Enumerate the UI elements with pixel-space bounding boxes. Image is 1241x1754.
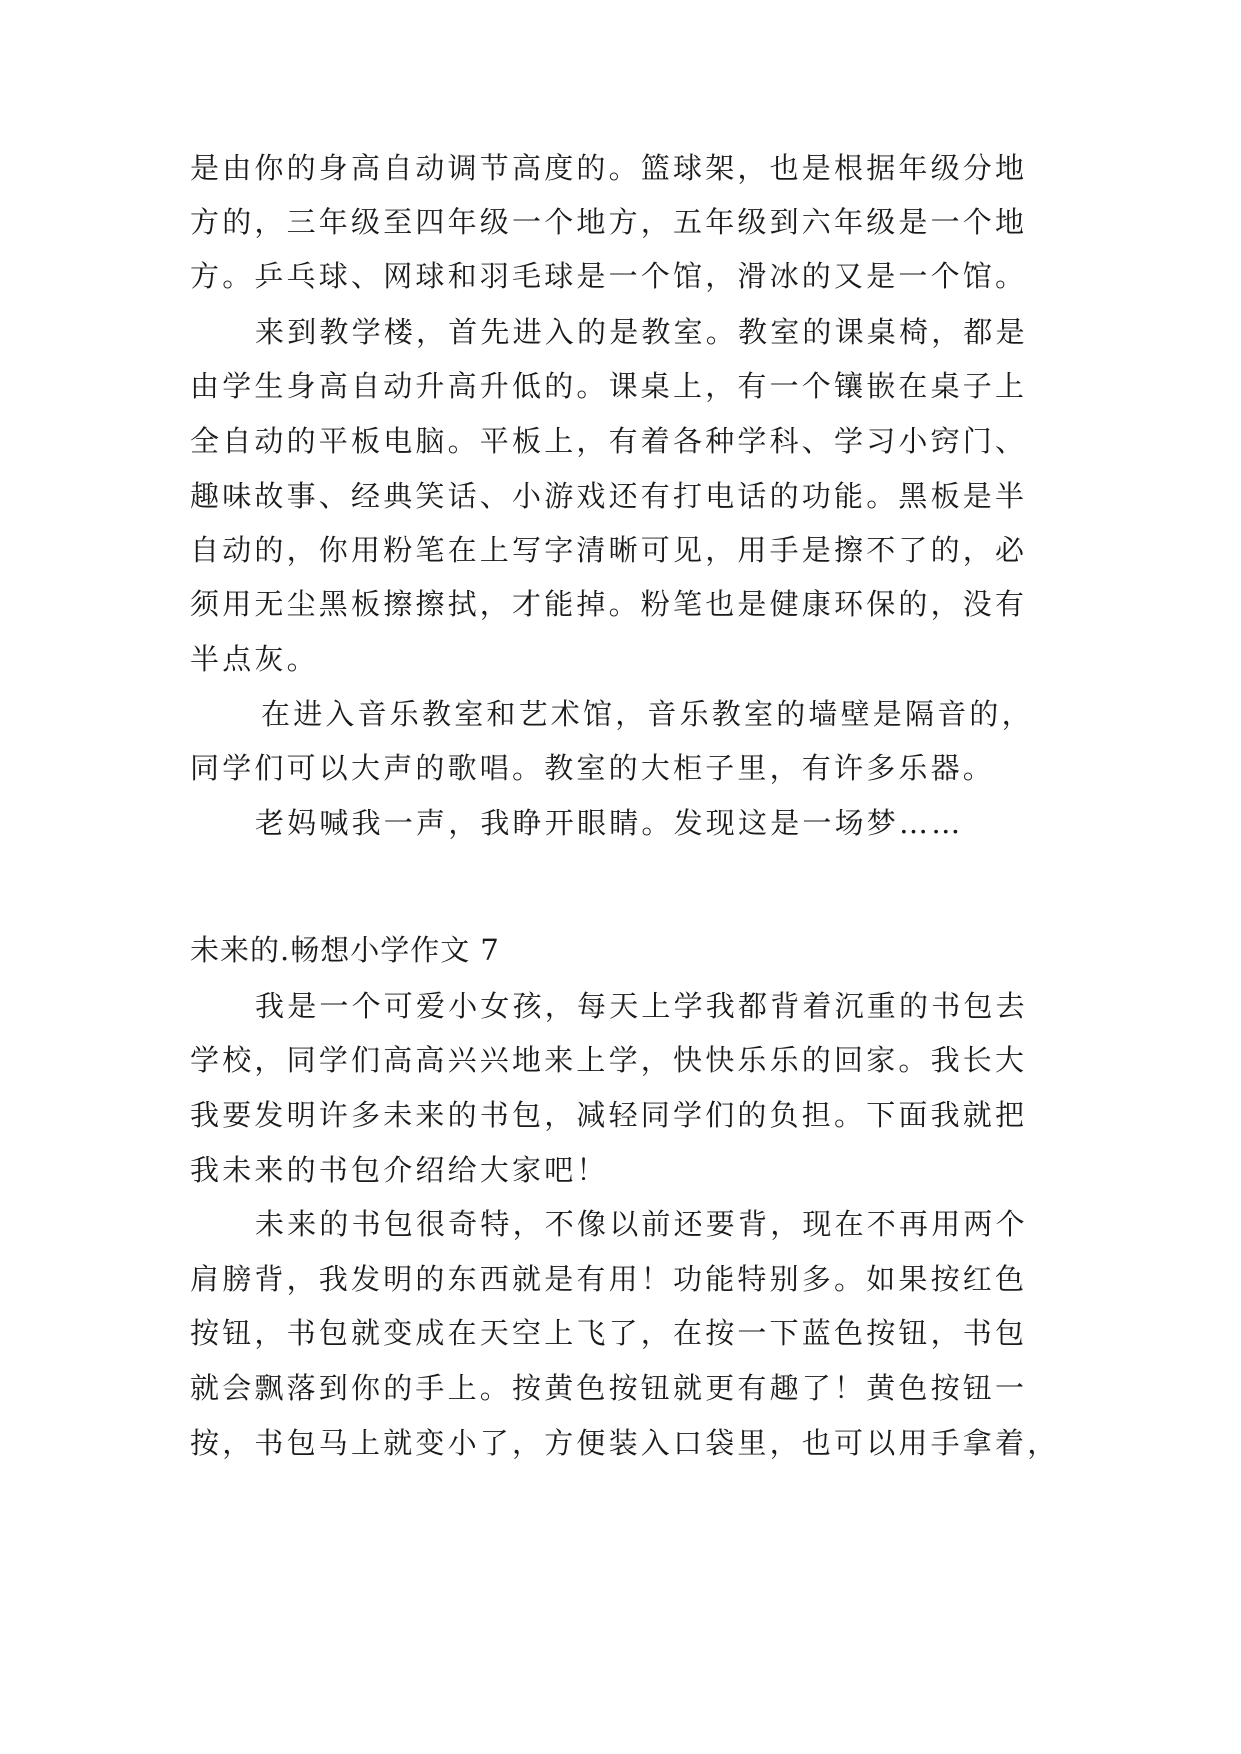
text-line: 学校，同学们高高兴兴地来上学，快快乐乐的回家。我长大 — [190, 1043, 1028, 1077]
text-line: 是由你的身高自动调节高度的。篮球架，也是根据年级分地 — [190, 151, 1028, 185]
text-line: 半点灰。 — [190, 642, 319, 676]
paragraph-start-line: 在进入音乐教室和艺术馆，音乐教室的墙壁是隔音的， — [261, 697, 1034, 731]
paragraph-start-line: 来到教学楼，首先进入的是教室。教室的课桌椅，都是 — [255, 315, 1028, 349]
text-line: 方的，三年级至四年级一个地方，五年级到六年级是一个地 — [190, 205, 1028, 239]
paragraph-start-line: 我是一个可爱小女孩，每天上学我都背着沉重的书包去 — [255, 989, 1028, 1023]
paragraph-start-line: 老妈喊我一声，我睁开眼睛。发现这是一场梦…… — [255, 806, 964, 840]
text-line: 趣味故事、经典笑话、小游戏还有打电话的功能。黑板是半 — [190, 479, 1028, 513]
text-line: 须用无尘黑板擦擦拭，才能掉。粉笔也是健康环保的，没有 — [190, 587, 1028, 621]
text-line: 按钮，书包就变成在天空上飞了，在按一下蓝色按钮，书包 — [190, 1316, 1028, 1350]
section-title: 未来的.畅想小学作文 7 — [190, 933, 500, 967]
text-line: 就会飘落到你的手上。按黄色按钮就更有趣了！黄色按钮一 — [190, 1371, 1028, 1405]
text-line: 方。乒乓球、网球和羽毛球是一个馆，滑冰的又是一个馆。 — [190, 259, 1028, 293]
text-line: 肩膀背，我发明的东西就是有用！功能特别多。如果按红色 — [190, 1262, 1028, 1296]
text-line: 全自动的平板电脑。平板上，有着各种学科、学习小窍门、 — [190, 424, 1028, 458]
text-line: 按，书包马上就变小了，方便装入口袋里，也可以用手拿着， — [190, 1426, 1060, 1460]
text-line: 由学生身高自动升高升低的。课桌上，有一个镶嵌在桌子上 — [190, 369, 1028, 403]
text-line: 我要发明许多未来的书包，减轻同学们的负担。下面我就把 — [190, 1098, 1028, 1132]
text-line: 我未来的书包介绍给大家吧！ — [190, 1153, 609, 1187]
text-line: 同学们可以大声的歌唱。教室的大柜子里，有许多乐器。 — [190, 751, 996, 785]
paragraph-start-line: 未来的书包很奇特，不像以前还要背，现在不再用两个 — [255, 1207, 1028, 1241]
text-line: 自动的，你用粉笔在上写字清晰可见，用手是擦不了的，必 — [190, 533, 1028, 567]
